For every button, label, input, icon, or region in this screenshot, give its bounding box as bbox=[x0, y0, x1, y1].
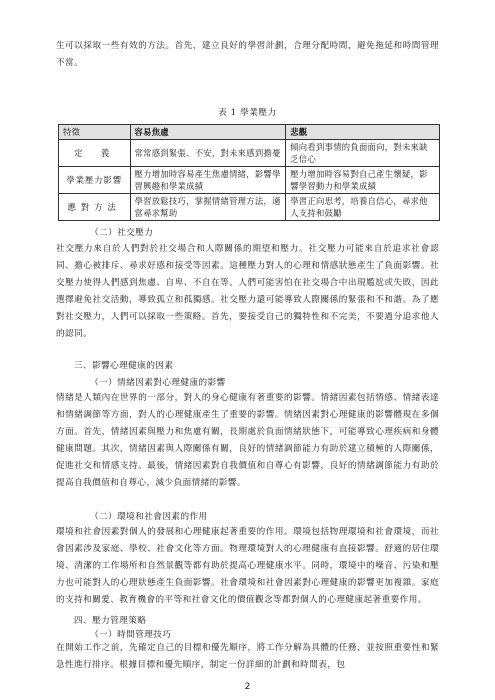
table-row bbox=[59, 140, 440, 167]
table-caption: 表 1 學業壓力 bbox=[218, 108, 277, 118]
row-label: 學業壓力影響 bbox=[59, 167, 131, 194]
emotion-factor-heading: （一）情緒因素對心理健康的影響 bbox=[90, 378, 226, 388]
table-cell: 學習放鬆技巧，掌握情緒管理方法，適當尋求幫助 bbox=[130, 194, 286, 221]
section3-heading: 三、影響心理健康的因素 bbox=[74, 361, 174, 371]
table-cell: 學習正向思考，培養自信心，尋求他人支持和鼓勵 bbox=[286, 194, 440, 221]
table-header-row bbox=[59, 125, 440, 140]
section4-heading: 四、壓力管理策略 bbox=[74, 616, 147, 626]
table-row bbox=[59, 194, 440, 221]
page-number: 2 bbox=[244, 682, 251, 692]
row-label: 定 義 bbox=[59, 140, 131, 167]
environment-factor-paragraph: 環境和社會因素對個人的發展和心理健康起著重要的作用。環境包括物理環境和社會環境，而社會因素涉及家庭、學校、社會文化等方面。物理環境對人的心理健康有直接影響。舒適的居住環境、清潔的工作場所和自然景觀等都有助於提高心理健康水平。同時，環境中的噪音、污染和壓力也可能對人的心理狀態產生負面影響。社會環境和社會因素對心理健康的影響更加複雜。家庭的支持和關愛、教育機會的平等和社會文化的價值觀念等都對個人的心理健康起著重要作用。 bbox=[56, 527, 439, 605]
header-feature: 特徵 bbox=[59, 125, 131, 140]
academic-pressure-table bbox=[58, 124, 440, 221]
table-row bbox=[59, 167, 440, 194]
table-cell: 常常感到緊張、不安，對未來感到擔憂 bbox=[130, 140, 286, 167]
environment-factor-heading: （二）環境和社會因素的作用 bbox=[90, 512, 208, 522]
social-pressure-paragraph: 社交壓力來自於人們對於社交場合和人際關係的期望和壓力。社交壓力可能來自於追求社會認同、擔心被排斥、尋求好感和接受等因素。這種壓力對人的心理和情感狀態產生了負面影響。社交壓力使得人們感到焦慮、自卑、不自在等。人們可能害怕在社交場合中出現尷尬或失敗，因此選擇避免社交活動，導致孤立和孤獨感。社交壓力還可能導致人際關係的緊張和不和諧。為了應對社交壓力，人們可以採取一些策略。首先，要接受自己的獨特性和不完美，不要過分追求他人的認同。 bbox=[56, 244, 439, 339]
header-pessimistic: 悲觀 bbox=[286, 125, 440, 140]
header-anxious: 容易焦慮 bbox=[130, 125, 286, 140]
time-management-paragraph: 在開始工作之前，先確定自己的目標和優先順序，將工作分解為具體的任務，並按照重要性和緊急性進行排序。根據目標和優先順序，制定一份詳細的計劃和時間表，包 bbox=[56, 643, 439, 670]
row-label: 應對方法 bbox=[59, 194, 131, 221]
social-pressure-heading: （二）社交壓力 bbox=[90, 228, 154, 238]
intro-paragraph: 生可以採取一些有效的方法。首先，建立良好的學習計劃，合理分配時間，避免拖延和時間管理不當。 bbox=[56, 41, 439, 68]
time-management-heading: （一）時間管理技巧 bbox=[90, 630, 172, 640]
table-cell: 壓力增加時容易對自己產生懷疑，影響學習動力和學業成績 bbox=[286, 167, 440, 194]
emotion-factor-paragraph: 情緒是人類內在世界的一部分，對人的身心健康有著重要的影響。情緒因素包括情感、情緒表達和情緒調節等方面，對人的心理健康產生了重要的影響。情緒因素對心理健康的影響體現在多個方面。首先，情緒因素與壓力和焦慮有關，長期處於負面情緒狀態下，可能導致心理疾病和身體健康問題。其次，情緒因素與人際關係有關，良好的情緒調節能力有助於建立積極的人際關係，促進社交和情感支持。最後，情緒因素對自我價值和自尊心有影響，良好的情緒調節能力有助於提高自我價值和自尊心，減少負面情緒的影響。 bbox=[56, 393, 439, 488]
table-cell: 壓力增加時容易產生焦慮情緒，影響學習興趣和學業成績 bbox=[130, 167, 286, 194]
table-cell: 傾向看到事情的負面面向，對未來缺乏信心 bbox=[286, 140, 440, 167]
